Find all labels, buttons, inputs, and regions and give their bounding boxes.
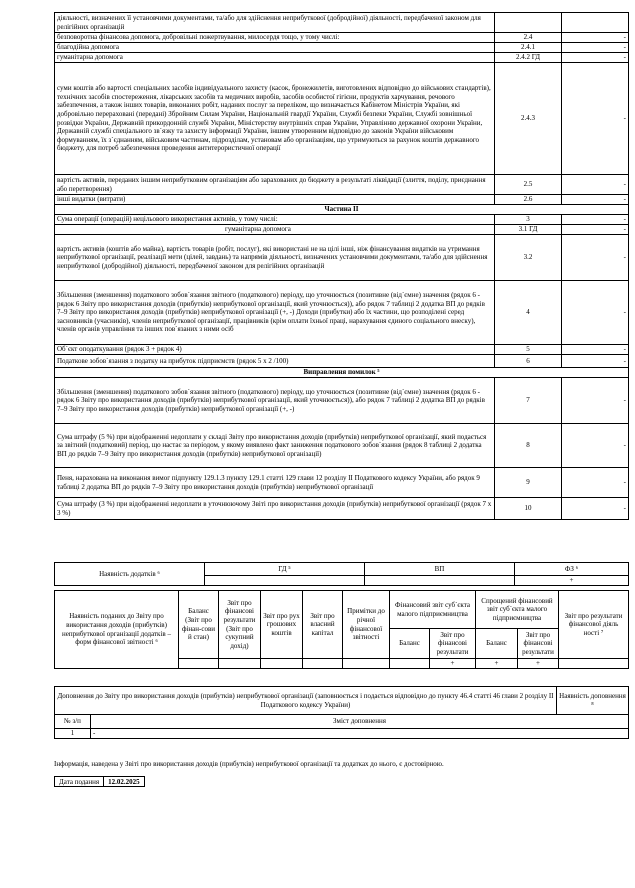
row-value: - [562, 225, 629, 235]
row-code: 7 [495, 378, 562, 424]
report-row [55, 498, 629, 520]
row-description: інші видатки (витрати) [55, 195, 495, 205]
row-value: - [562, 355, 629, 368]
row-code: 9 [495, 468, 562, 498]
row-value: - [562, 345, 629, 355]
fs-header-simple: Спрощений фінансовий звіт суб`єкта малого підприємництва [476, 591, 559, 629]
row-code: 3 [495, 215, 562, 225]
supplement-row-no: 1 [55, 729, 91, 739]
financial-statements-table [54, 590, 629, 669]
row-description: Сума операції (операцій) нецільового використання активів, у тому числі: [55, 215, 495, 225]
row-value: - [562, 175, 629, 195]
row-description: благодійна допомога [55, 43, 495, 53]
report-row [55, 33, 629, 43]
fs-mark-cash [261, 659, 303, 669]
row-code: 8 [495, 424, 562, 468]
attachments-table [54, 562, 629, 586]
row-code: 2.5 [495, 175, 562, 195]
supplement-availability: Наявність доповнення ⁸ [557, 687, 629, 715]
attachment-vp-mark [365, 576, 515, 586]
fs-header-balance: Баланс (Звіт про фінан-сови й стан) [179, 591, 219, 659]
row-value: - [562, 215, 629, 225]
row-code: 5 [495, 345, 562, 355]
section-header-row [55, 368, 629, 378]
row-description: Пеня, нарахована на виконання вимог підпункту 129.1.3 пункту 129.1 статті 129 глави 12 розділу II Податкового кодексу України, або рядок 9 таблиці 2 додатка ВП до рядків 7–9 Звіту про використання доходів (прибутків) неприбуткової організації [55, 468, 495, 498]
section-header-row [55, 205, 629, 215]
fs-mark-fin-results [219, 659, 261, 669]
row-description: Сума штрафу (3 %) при відображенні недоплати в уточнюючому Звіті про використання доходів (прибутків) неприбуткової організації (рядок 7 х 3 %) [55, 498, 495, 520]
report-row [55, 378, 629, 424]
row-description: діяльності, визначених її установчими документами, та/або для здійснення неприбуткової (добродійної) діяльності, передбаченої законом для релігійних організацій [55, 13, 495, 33]
report-row [55, 63, 629, 175]
attachments-label: Наявність додатків ⁶ [55, 563, 205, 586]
row-description: Збільшення (зменшення) податкового зобов`язання звітного (податкового) періоду, що уточнюється (позитивне (від`ємне) значення (рядок 6 - рядок 6 Звіту про використання доходів (прибутків) неприбуткової організації, який уточнюється)), або рядок 7 таблиці 2 додатка ВП до рядків 7–9 Звіту про використання доходів (прибутків) неприбуткової організації (+, -) Доходи (прибутки) або їх частини, що розподілені серед засновників (учасників), членів неприбуткової організації, працівників (крім оплати їхньої праці, нарахування єдиного соціального внеску), членів органів управління та інших пов`язаних з ними осіб [55, 281, 495, 345]
report-table [54, 12, 629, 520]
row-value: - [562, 468, 629, 498]
report-row [55, 175, 629, 195]
fs-mark-notes [343, 659, 390, 669]
date-value: 12.02.2025 [104, 777, 145, 787]
row-value: - [562, 281, 629, 345]
row-description: Об`єкт оподаткування (рядок 3 + рядок 4) [55, 345, 495, 355]
row-code: 2.6 [495, 195, 562, 205]
row-description: Збільшення (зменшення) податкового зобов`язання звітного (податкового) періоду, що уточнюється (позитивне (від`ємне) значення (рядок 6 - рядок 6 Звіту про використання доходів (прибутків) неприбуткової організації, який уточнюється)), або рядок 7 таблиці 2 додатка ВП до рядків 7–9 Звіту про використання доходів (прибутків) неприбуткової організації (+, -) [55, 378, 495, 424]
report-row [55, 225, 629, 235]
row-description: вартість активів, переданих іншим неприбутковим організаціям або зарахованих до бюджету в результаті ліквідації (злиття, поділу, приєднання або перетворення) [55, 175, 495, 195]
row-code: 3.2 [495, 235, 562, 281]
supplement-table [54, 686, 629, 739]
fs-sub-balance2: Баланс [476, 629, 518, 659]
row-value: - [562, 424, 629, 468]
fs-header-main: Наявність поданих до Звіту про використання доходів (прибутків) неприбуткової організації додатків – форм фінансової звітності ⁶ [55, 591, 179, 669]
attachment-fz-mark: + [515, 576, 629, 586]
report-row [55, 468, 629, 498]
row-description: гуманітарна допомога [55, 225, 495, 235]
fs-header-capital: Звіт про власний капітал [303, 591, 343, 659]
row-value [562, 13, 629, 33]
fs-mark-small-results: + [430, 659, 476, 669]
report-row [55, 215, 629, 225]
row-value: - [562, 235, 629, 281]
fs-sub-results: Звіт про фінансові результати [430, 629, 476, 659]
fs-header-results-activity: Звіт про результати фінансової діяль ності ⁷ [559, 591, 629, 659]
row-value: - [562, 53, 629, 63]
report-row [55, 195, 629, 205]
row-description: Сума штрафу (5 %) при відображенні недоплати у складі Звіту про використання доходів (прибутків) неприбуткової організації, який подається за звітний (податковий) період, що настає за періодом, у якому виявлено факт заниження податкового зобов`язання (рядок 8 таблиці 2 додатка ВП до рядків 7–9 Звіту про використання доходів (прибутків) неприбуткової організації) [55, 424, 495, 468]
report-row [55, 345, 629, 355]
report-row [55, 235, 629, 281]
row-code: 4 [495, 281, 562, 345]
fs-header-cash: Звіт про рух грошових коштів [261, 591, 303, 659]
row-code: 2.4 [495, 33, 562, 43]
row-code [495, 13, 562, 33]
row-value: - [562, 378, 629, 424]
date-label: Дата подання [55, 777, 104, 787]
row-code: 10 [495, 498, 562, 520]
attachment-vp: ВП [365, 563, 515, 576]
row-value: - [562, 43, 629, 53]
fs-mark-small-balance [390, 659, 430, 669]
row-description: Податкове зобов`язання з податку на прибуток підприємств (рядок 5 х 2 /100) [55, 355, 495, 368]
supplement-title: Доповнення до Звіту про використання доходів (прибутків) неприбуткової організації (заповнюється і подається відповідно до пункту 46.4 статті 46 глави 2 розділу II Податкового кодексу України) [55, 687, 557, 715]
row-description: вартість активів (коштів або майна), вартість товарів (робіт, послуг), які використані не на цілі іншi, ніж фінансування видатків на утримання неприбуткової організації, реалізації мети (цілей, завдань) та напрямів діяльності, визначених установчими документами, та/або для здійснення неприбуткової (добродійної) діяльності, передбаченої законом для релігійних організацій [55, 235, 495, 281]
report-row [55, 53, 629, 63]
row-code: 2.4.2 ГД [495, 53, 562, 63]
fs-mark-simple-results: + [518, 659, 559, 669]
fs-mark-capital [303, 659, 343, 669]
report-row [55, 43, 629, 53]
supplement-col-content: Зміст доповнення [91, 715, 629, 729]
attachment-gd: ГД ⁵ [205, 563, 365, 576]
report-row [55, 424, 629, 468]
report-row [55, 13, 629, 33]
report-row [55, 355, 629, 368]
attachment-gd-mark [205, 576, 365, 586]
fs-mark-balance [179, 659, 219, 669]
section-title: Частина ІІ [55, 205, 629, 215]
fs-header-notes: Примітки до річної фінансової звітності [343, 591, 390, 659]
attachment-fz: ФЗ ⁶ [515, 563, 629, 576]
fs-header-small: Фінансовий звіт суб`єкта малого підприємництва [390, 591, 476, 629]
row-description: безповоротна фінансова допомога, добровільні пожертвування, милосердя тощо, у тому числі: [55, 33, 495, 43]
fs-sub-results2: Звіт про фінансові результати [518, 629, 559, 659]
fs-mark-simple-balance: + [476, 659, 518, 669]
row-value: - [562, 63, 629, 175]
supplement-row-content: - [91, 729, 629, 739]
row-description: гуманітарна допомога [55, 53, 495, 63]
date-box [54, 776, 145, 787]
row-value: - [562, 498, 629, 520]
supplement-col-no: № з/п [55, 715, 91, 729]
report-row [55, 281, 629, 345]
row-code: 3.1 ГД [495, 225, 562, 235]
section-title: Виправлення помилок ⁵ [55, 368, 629, 378]
fs-sub-balance: Баланс [390, 629, 430, 659]
fs-mark-results-activity [559, 659, 629, 669]
row-description: суми коштів або вартості спеціальних засобів індивідуального захисту (касок, бронежилетів, виготовлених відповідно до військових стандартів), технічних засобів спостереження, лікарських засобів та медичних виробів, засобів особистої гігієни, продуктів харчування, речового забезпечення, а також інших товарів, виконаних робіт, наданих послуг за переліком, що визначається Кабінетом Міністрів України, які добровільно перераховані (передані) Збройним Силам України, Національній гвардії України, Службі безпеки України, Службі зовнішньої розвідки України, Державній прикордонній службі України, Міністерству внутрішніх справ України, Управлінню державної охорони України, Державній службі спеціального зв`язку та захисту інформації України, іншим утворенним відповідно до законів України військовим формуванням, їх з`єднанням, військовим частинам, підрозділам, установам або організаціям, що утримуються за рахунок коштів державного бюджету, для потреб забезпечення проведення антитерористичної операції [55, 63, 495, 175]
row-value: - [562, 195, 629, 205]
row-value: - [562, 33, 629, 43]
row-code: 6 [495, 355, 562, 368]
row-code: 2.4.1 [495, 43, 562, 53]
footer-statement: Інформація, наведена у Звіті про використання доходів (прибутків) неприбуткової організації та додатках до нього, є достовірною. [54, 760, 444, 768]
row-code: 2.4.3 [495, 63, 562, 175]
fs-header-fin-results: Звіт про фінансові результати (Звіт про сукупний дохід) [219, 591, 261, 659]
